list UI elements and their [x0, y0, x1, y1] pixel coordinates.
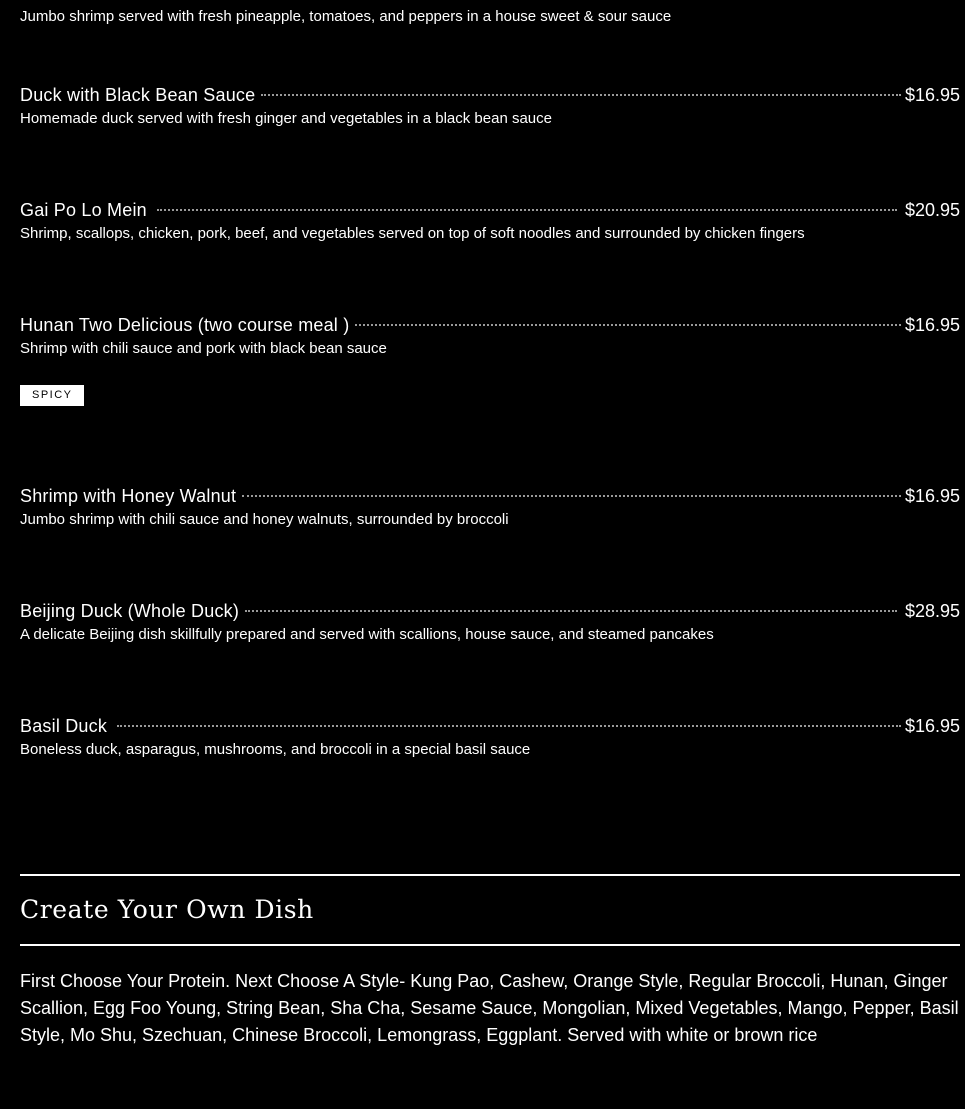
menu-item-description: Shrimp with chili sauce and pork with black bean sauce [20, 340, 387, 357]
section-divider-top [20, 874, 960, 876]
menu-item-name: Beijing Duck (Whole Duck) [20, 601, 240, 621]
menu-item-gai-po-lo-mein [20, 197, 960, 242]
leader-dots [261, 94, 901, 96]
section-description: First Choose Your Protein. Next Choose A Style- Kung Pao, Cashew, Orange Style, Regular Broccoli, Hunan, Ginger Scallion, Egg Foo Young, String Bean, Sha Cha, Sesame Sauce, Mongolian, Mixed Vegetables, Mango, Pepper, Basil Style, Mo Shu, Szechuan, Chinese Broccoli, Lemongrass, Eggplant. Served with white or brown rice [20, 971, 959, 1045]
menu-item-header [20, 197, 960, 223]
menu-item-name: Gai Po Lo Mein [20, 200, 147, 220]
menu-item-name: Hunan Two Delicious (two course meal ) [20, 315, 350, 335]
menu-item-price: $28.95 [904, 601, 960, 621]
menu-item-description: Shrimp, scallops, chicken, pork, beef, and vegetables served on top of soft noodles and surrounded by chicken fingers [20, 225, 805, 242]
menu-item-basil-duck [20, 713, 960, 758]
menu-item-description: Homemade duck served with fresh ginger and vegetables in a black bean sauce [20, 110, 552, 127]
leader-dots [245, 610, 897, 612]
leader-dots [355, 324, 901, 326]
menu-item-description: Boneless duck, asparagus, mushrooms, and broccoli in a special basil sauce [20, 741, 531, 758]
menu-item-name: Duck with Black Bean Sauce [20, 85, 256, 105]
menu-item-price: $16.95 [904, 315, 960, 335]
section-divider-bottom [20, 944, 960, 946]
menu-item-header [20, 312, 960, 338]
menu-item-header [20, 598, 960, 624]
menu-item-header [20, 483, 960, 509]
menu-item-name: Shrimp with Honey Walnut [20, 486, 237, 506]
leader-dots [242, 495, 901, 497]
menu-item-duck-black-bean [20, 82, 960, 127]
menu-item-header [20, 713, 960, 739]
menu-item-description: Jumbo shrimp with chili sauce and honey walnuts, surrounded by broccoli [20, 511, 509, 528]
menu-item-price: $16.95 [904, 85, 960, 105]
menu-item-shrimp-honey-walnut [20, 483, 960, 528]
section-title: Create Your Own Dish [20, 895, 314, 924]
menu-item-name: Basil Duck [20, 716, 108, 736]
menu-item-hunan-two-delicious [20, 312, 960, 401]
menu-item-beijing-duck [20, 598, 960, 643]
leader-dots [117, 725, 901, 727]
menu-item-price: $16.95 [904, 486, 960, 506]
menu-item-description: A delicate Beijing dish skillfully prepared and served with scallions, house sauce, and steamed pancakes [20, 626, 714, 643]
spicy-badge: SPICY [20, 385, 84, 406]
menu-item-header [20, 82, 960, 108]
top-item-description: Jumbo shrimp served with fresh pineapple, tomatoes, and peppers in a house sweet & sour sauce [20, 8, 672, 25]
menu-item-price: $20.95 [904, 200, 960, 220]
menu-item-price: $16.95 [904, 716, 960, 736]
leader-dots [157, 209, 897, 211]
